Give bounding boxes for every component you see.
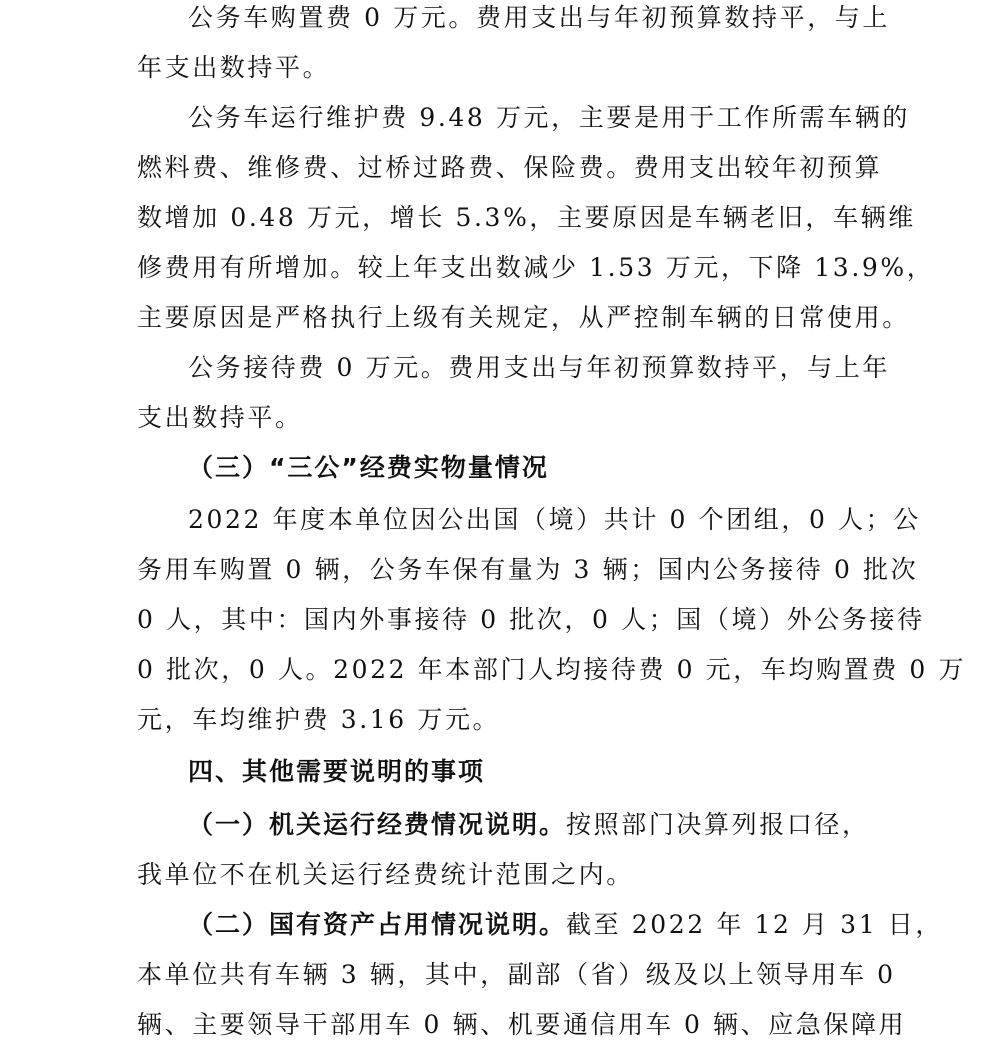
paragraph-line: 公务接待费 0 万元。费用支出与年初预算数持平，与上年 xyxy=(188,353,891,382)
section-heading: 四、其他需要说明的事项 xyxy=(188,757,486,786)
paragraph-line: 我单位不在机关运行经费统计范围之内。 xyxy=(137,860,634,889)
paragraph-line: 数增加 0.48 万元，增长 5.3%，主要原因是车辆老旧，车辆维 xyxy=(137,203,916,232)
paragraph-line: 本单位共有车辆 3 辆，其中，副部（省）级及以上领导用车 0 xyxy=(137,960,896,989)
paragraph-line: 燃料费、维修费、过桥过路费、保险费。费用支出较年初预算 xyxy=(137,153,883,182)
paragraph-line: 公务车运行维护费 9.48 万元，主要是用于工作所需车辆的 xyxy=(188,103,910,132)
paragraph-line: 0 人，其中：国内外事接待 0 批次，0 人；国（境）外公务接待 xyxy=(137,605,925,634)
paragraph-line: 2022 年度本单位因公出国（境）共计 0 个团组，0 人；公 xyxy=(188,505,921,534)
paragraph-line: 公务车购置费 0 万元。费用支出与年初预算数持平，与上 xyxy=(188,3,891,32)
paragraph-line: 主要原因是严格执行上级有关规定，从严控制车辆的日常使用。 xyxy=(137,303,910,332)
paragraph-line xyxy=(188,910,943,940)
paragraph-line: 0 批次，0 人。2022 年本部门人均接待费 0 元，车均购置费 0 万 xyxy=(137,655,967,684)
paragraph-line: 支出数持平。 xyxy=(137,403,303,432)
paragraph-line: 年支出数持平。 xyxy=(137,53,331,82)
paragraph-text: 按照部门决算列报口径， xyxy=(566,810,870,839)
paragraph-line: 元，车均维护费 3.16 万元。 xyxy=(137,705,501,734)
paragraph-line xyxy=(188,810,870,840)
paragraph-line: 辆、主要领导干部用车 0 辆、机要通信用车 0 辆、应急保障用 xyxy=(137,1010,907,1039)
section-subheading: （三）“三公”经费实物量情况 xyxy=(188,453,549,482)
paragraph-line: 修费用有所增加。较上年支出数减少 1.53 万元，下降 13.9%， xyxy=(137,253,935,282)
subsection-title: （二）国有资产占用情况说明。 xyxy=(188,910,567,939)
paragraph-text: 截至 2022 年 12 月 31 日， xyxy=(566,910,943,939)
subsection-title: （一）机关运行经费情况说明。 xyxy=(188,810,567,839)
paragraph-line: 务用车购置 0 辆，公务车保有量为 3 辆；国内公务接待 0 批次 xyxy=(137,555,919,584)
